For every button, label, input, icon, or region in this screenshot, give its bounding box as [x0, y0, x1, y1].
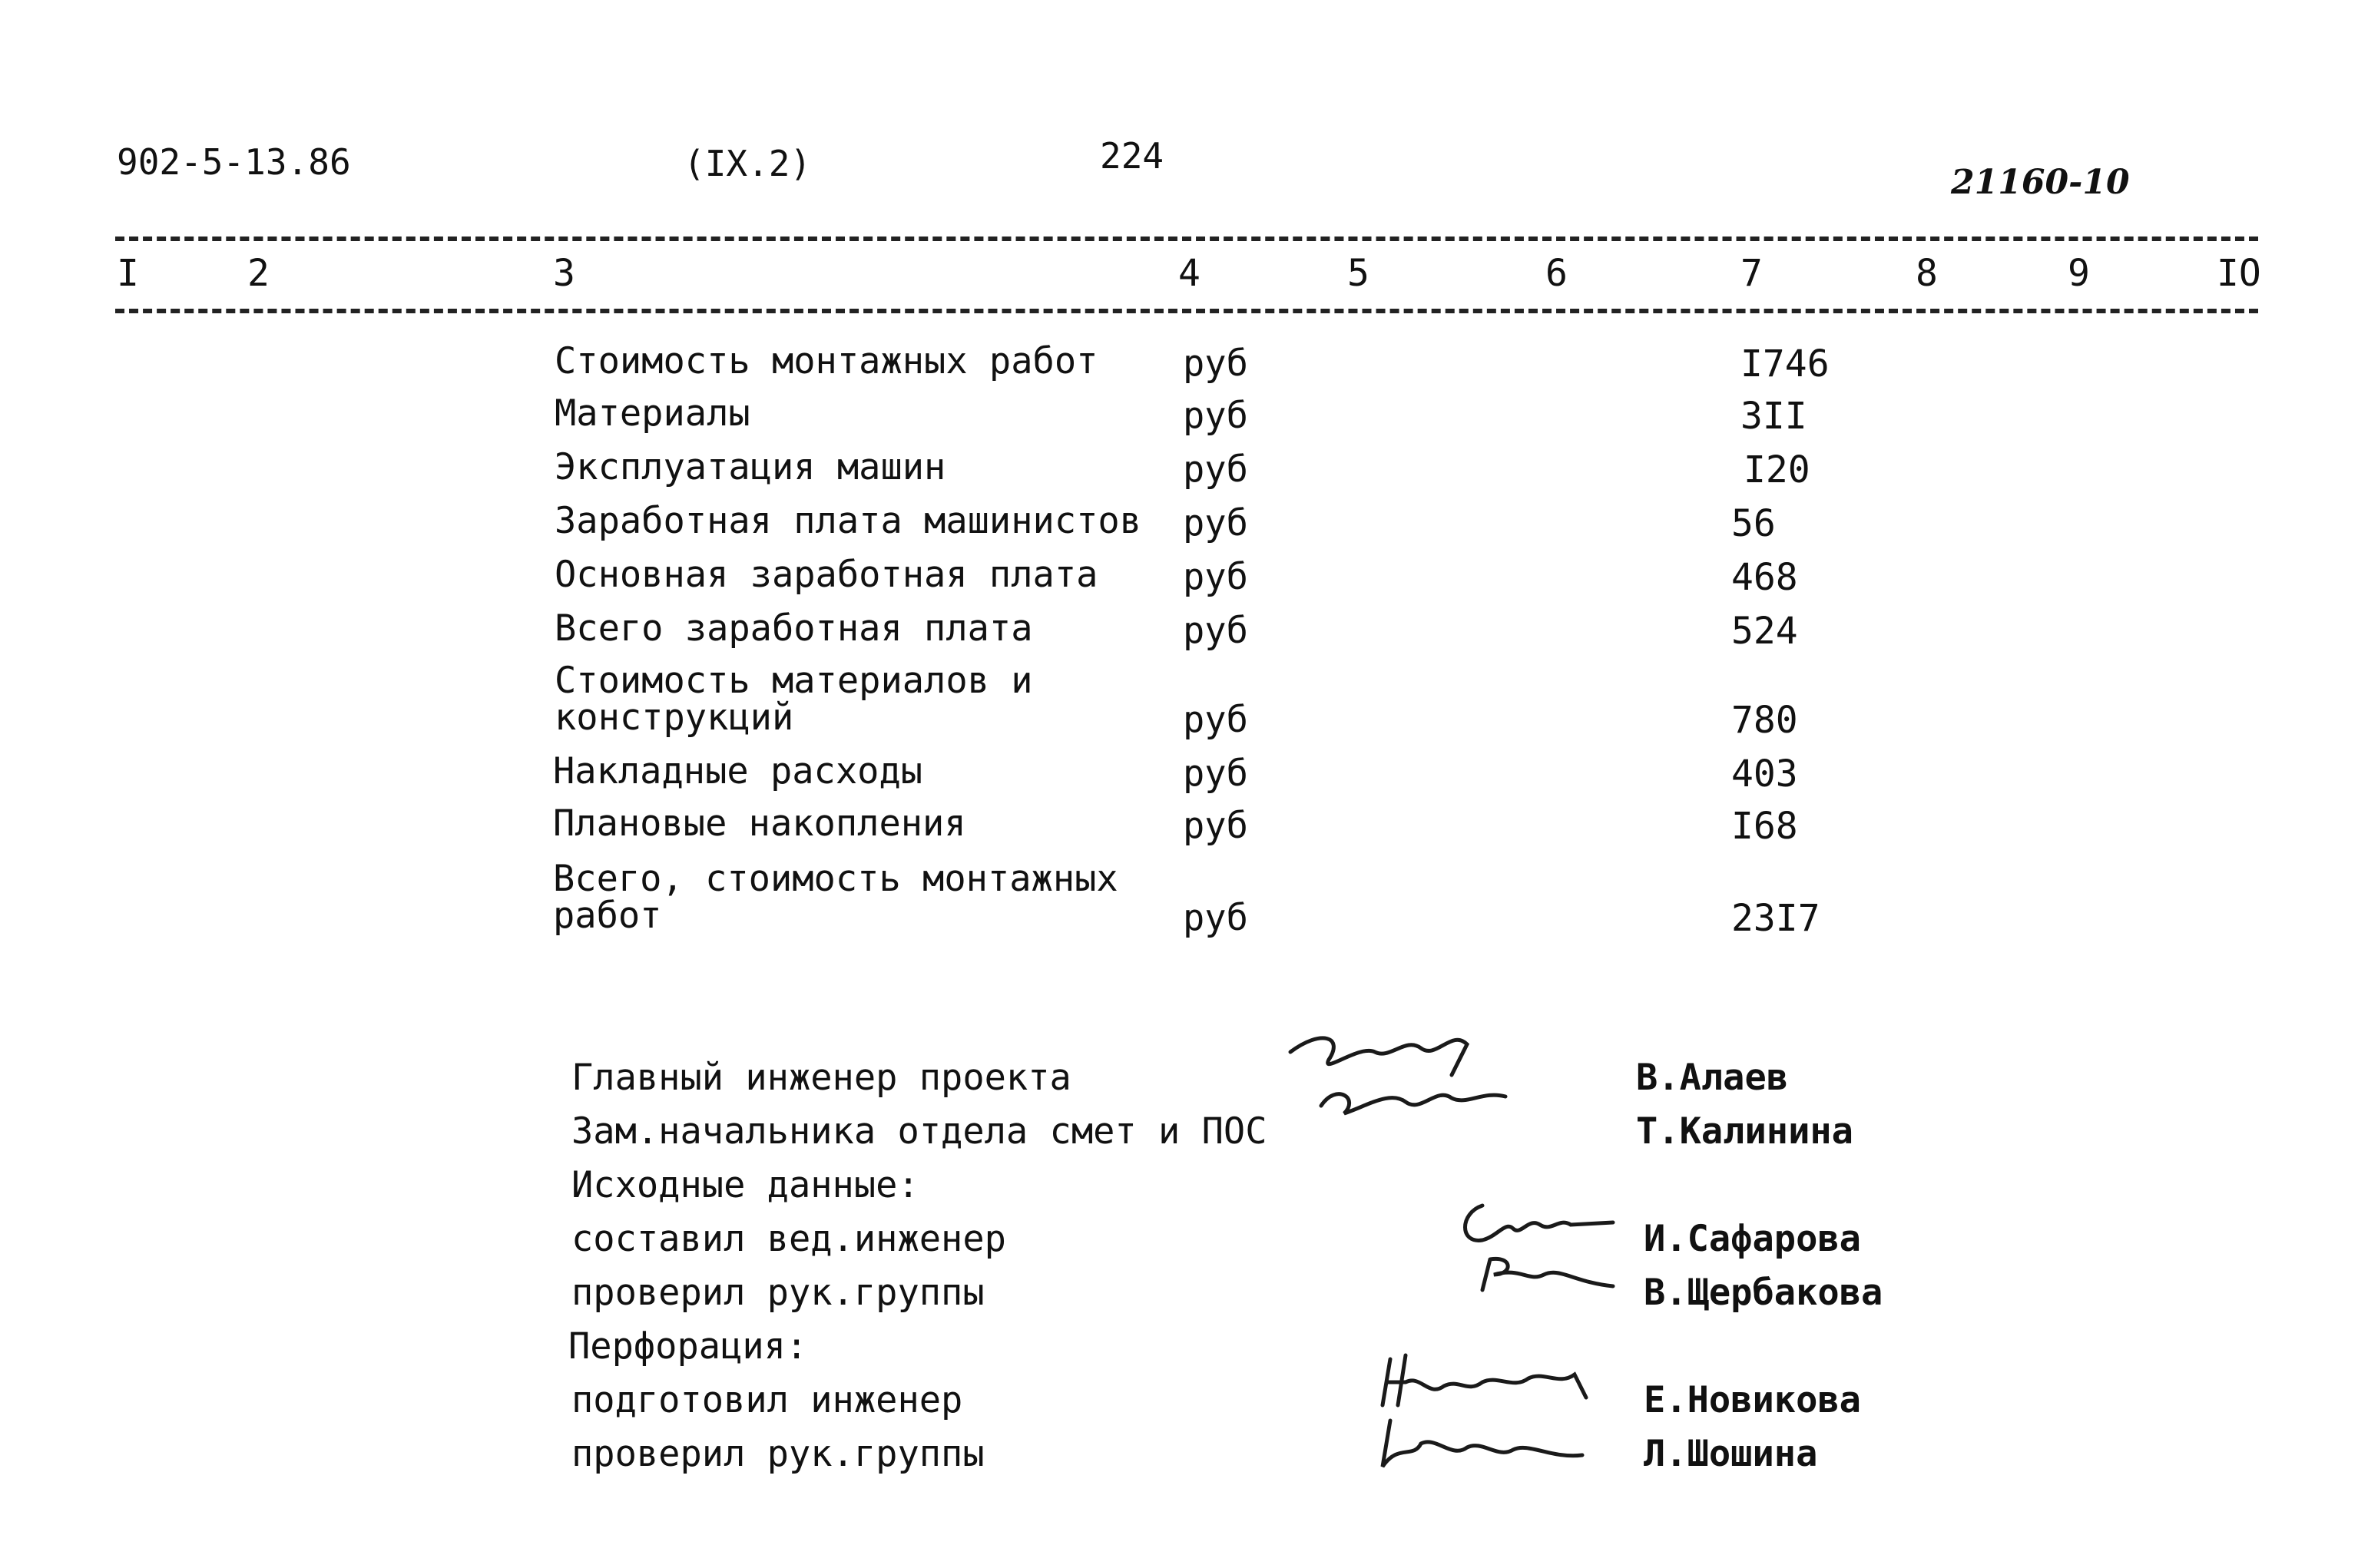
page-number: 224	[1100, 135, 1164, 177]
document-code: 902-5-13.86	[117, 141, 351, 183]
signature-role: проверил рук.группы	[571, 1433, 985, 1475]
signature-role: проверил рук.группы	[571, 1272, 985, 1314]
handwritten-signature-safarova	[1452, 1183, 1628, 1298]
row-value: I68	[1731, 805, 1798, 848]
header-rule-bottom	[115, 309, 2258, 313]
row-unit: руб	[1183, 448, 1248, 491]
signature-role: подготовил инженер	[571, 1379, 963, 1421]
signature-role: Исходные данные:	[571, 1164, 919, 1206]
handwritten-number: 21160-10	[1951, 163, 2130, 202]
signature-name: Л.Шошина	[1644, 1433, 1818, 1475]
handwritten-signature-novikova	[1375, 1344, 1605, 1474]
row-label: Заработная плата машинистов	[555, 500, 1142, 542]
row-unit: руб	[1183, 753, 1248, 795]
section-reference: (IX.2)	[684, 143, 812, 184]
row-unit: руб	[1183, 699, 1248, 741]
signature-name: И.Сафарова	[1644, 1218, 1861, 1260]
row-unit: руб	[1183, 805, 1248, 847]
signature-name: Т.Калинина	[1636, 1110, 1853, 1153]
signature-role: Зам.начальника отдела смет и ПОС	[571, 1110, 1267, 1153]
column-number: 8	[1916, 252, 1938, 295]
row-label: Плановые накопления	[553, 802, 966, 845]
row-value: 403	[1731, 753, 1798, 796]
row-value: 23I7	[1731, 897, 1820, 940]
row-label-line1: Всего, стоимость монтажных	[553, 858, 1118, 900]
header-rule-top	[115, 237, 2258, 241]
signature-role: составил вед.инженер	[571, 1218, 1006, 1260]
column-number: 3	[553, 252, 575, 295]
column-number: 7	[1740, 252, 1763, 295]
column-number: 9	[2068, 252, 2090, 295]
row-value: I746	[1740, 342, 1830, 385]
row-label: Материалы	[555, 392, 750, 435]
row-label: Всего заработная плата	[555, 607, 1033, 650]
row-unit: руб	[1183, 610, 1248, 652]
signature-role: Перфорация:	[568, 1325, 808, 1368]
column-number: IO	[2217, 252, 2261, 295]
signature-name: В.Алаев	[1636, 1057, 1789, 1099]
row-label: Основная заработная плата	[555, 554, 1098, 596]
column-number: 4	[1178, 252, 1201, 295]
signature-name: В.Щербакова	[1644, 1272, 1883, 1314]
row-unit: руб	[1183, 342, 1248, 385]
column-number: 6	[1545, 252, 1568, 295]
row-label-line2: конструкций	[555, 696, 794, 739]
row-label-line2: работ	[553, 895, 662, 937]
row-label: Стоимость монтажных работ	[555, 340, 1098, 382]
row-label-line1: Стоимость материалов и	[555, 660, 1033, 702]
row-value: I20	[1744, 448, 1810, 491]
column-number: 2	[247, 252, 270, 295]
row-unit: руб	[1183, 395, 1248, 437]
row-value: 524	[1731, 610, 1798, 653]
handwritten-signature-alaev	[1275, 1014, 1536, 1152]
row-unit: руб	[1183, 502, 1248, 544]
row-label: Эксплуатация машин	[555, 446, 946, 488]
signature-name: Е.Новикова	[1644, 1379, 1861, 1421]
column-number: 5	[1347, 252, 1369, 295]
row-value: 56	[1731, 502, 1776, 545]
row-label: Накладные расходы	[553, 750, 923, 792]
row-value: 468	[1731, 556, 1798, 599]
column-number: I	[117, 252, 139, 295]
row-unit: руб	[1183, 897, 1248, 939]
row-value: 780	[1731, 699, 1798, 742]
row-value: 3II	[1740, 395, 1807, 438]
row-unit: руб	[1183, 556, 1248, 598]
signature-role: Главный инженер проекта	[571, 1057, 1071, 1099]
